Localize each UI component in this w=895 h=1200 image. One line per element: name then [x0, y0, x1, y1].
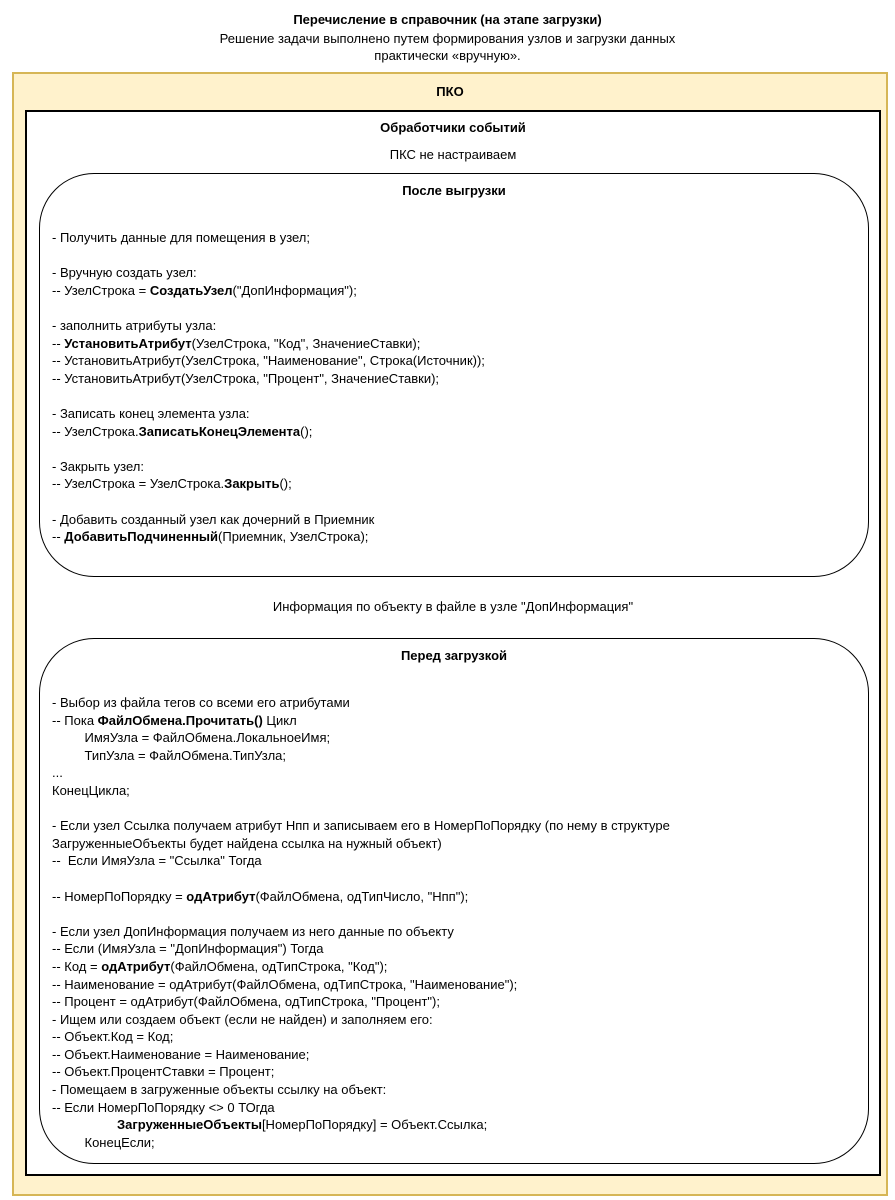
code-line [52, 1081, 670, 1099]
subtitle-line: практически «вручную». [374, 48, 521, 63]
code-keyword: ЗагруженныеОбъекты [117, 1117, 262, 1133]
code-text: - Добавить созданный узел как дочерний в Приемник [52, 511, 375, 527]
code-text: -- Код = [52, 958, 102, 974]
code-text: Цикл [262, 712, 297, 728]
code-line [52, 352, 485, 370]
code-line [52, 905, 670, 923]
code-text: - Ищем или создаем объект (если не найден) и заполняем его: [52, 1011, 433, 1027]
code-line [52, 511, 485, 529]
code-line [52, 694, 670, 712]
code-keyword: одАтрибут [101, 958, 171, 974]
code-text: -- Если (ИмяУзла = "ДопИнформация") Тогда [52, 941, 324, 957]
code-line [52, 764, 670, 782]
code-line [52, 888, 670, 906]
code-line [52, 528, 485, 546]
after-export-title: После выгрузки [402, 183, 506, 198]
code-line [52, 440, 485, 458]
code-line [52, 1046, 670, 1064]
code-line [52, 976, 670, 994]
code-text: -- УзелСтрока = [52, 282, 150, 298]
code-text: - Если узел ДопИнформация получаем из него данные по объекту [52, 923, 454, 939]
code-text: -- Объект.Код = Код; [52, 1029, 174, 1045]
code-line [52, 923, 670, 941]
code-line [52, 1063, 670, 1081]
before-import-code [52, 694, 670, 1151]
code-line [52, 870, 670, 888]
code-text: -- УстановитьАтрибут(УзелСтрока, "Наименование", Строка(Источник)); [52, 353, 485, 369]
code-text: КонецЕсли; [52, 1134, 155, 1150]
before-import-title: Перед загрузкой [400, 648, 508, 663]
code-line [52, 335, 485, 353]
code-line [52, 317, 485, 335]
code-keyword: ФайлОбмена.Прочитать() [97, 712, 263, 728]
code-text: -- Процент = одАтрибут(ФайлОбмена, одТипСтрока, "Процент"); [52, 994, 440, 1010]
code-line [52, 493, 485, 511]
code-text: -- Объект.ПроцентСтавки = Процент; [52, 1064, 275, 1080]
code-text: - Если узел Ссылка получаем атрибут Нпп и записываем его в НомерПоПорядку (по нему в структуре [52, 818, 670, 834]
pks-note: ПКС не настраиваем [389, 147, 517, 162]
code-line [52, 1134, 670, 1152]
code-line [52, 458, 485, 476]
code-keyword: ЗаписатьКонецЭлемента [138, 423, 301, 439]
code-text: -- [52, 335, 65, 351]
diagram-title: Перечисление в справочник (на этапе загрузки) [293, 12, 602, 27]
code-keyword: СоздатьУзел [149, 282, 233, 298]
code-line [52, 958, 670, 976]
code-line [52, 405, 485, 423]
code-line [52, 993, 670, 1011]
code-text: -- НомерПоПорядку = [52, 888, 187, 904]
code-text: (ФайлОбмена, одТипЧисло, "Нпп"); [255, 888, 469, 904]
info-note: Информация по объекту в файле в узле "ДопИнформация" [272, 599, 634, 614]
code-keyword: Закрыть [224, 476, 280, 492]
code-line [52, 264, 485, 282]
code-line [52, 800, 670, 818]
code-line [52, 475, 485, 493]
code-text: -- Если ИмяУзла = "Ссылка" Тогда [52, 853, 262, 869]
code-line [52, 747, 670, 765]
code-line [52, 940, 670, 958]
code-text: КонецЦикла; [52, 782, 130, 798]
code-text: ("ДопИнформация"); [232, 282, 357, 298]
before-import-block [39, 638, 869, 1164]
code-line [52, 1028, 670, 1046]
code-text: -- УзелСтрока. [52, 423, 139, 439]
code-keyword: УстановитьАтрибут [64, 335, 192, 351]
code-text: - Получить данные для помещения в узел; [52, 230, 311, 245]
code-text: ЗагруженныеОбъекты будет найдена ссылка на нужный объект) [52, 835, 442, 851]
code-text: -- УзелСтрока = УзелСтрока. [52, 476, 225, 492]
code-text: (Приемник, УзелСтрока); [218, 529, 369, 545]
code-text: ... [52, 765, 63, 781]
code-text: (УзелСтрока, "Код", ЗначениеСтавки); [191, 335, 421, 351]
code-line [52, 387, 485, 405]
event-handlers-container [25, 110, 881, 1176]
code-text: - Помещаем в загруженные объекты ссылку на объект: [52, 1082, 387, 1098]
after-export-block [39, 173, 869, 577]
code-line [52, 247, 485, 265]
code-text: ТипУзла = ФайлОбмена.ТипУзла; [52, 747, 287, 763]
pko-title: ПКО [436, 84, 464, 99]
code-line [52, 1011, 670, 1029]
code-text: -- УстановитьАтрибут(УзелСтрока, "Процент", ЗначениеСтавки); [52, 370, 440, 386]
diagram-subtitle [0, 30, 895, 64]
code-text: - Записать конец элемента узла: [52, 405, 250, 421]
after-export-code [52, 229, 485, 546]
code-line [52, 852, 670, 870]
code-text: - заполнить атрибуты узла: [52, 317, 217, 333]
code-text: -- Если НомерПоПорядку <> 0 ТОгда [52, 1099, 275, 1115]
subtitle-line: Решение задачи выполнено путем формирования узлов и загрузки данных [219, 31, 676, 46]
code-line [52, 229, 485, 247]
code-line [52, 282, 485, 300]
code-keyword: одАтрибут [186, 888, 256, 904]
code-text: -- Объект.Наименование = Наименование; [52, 1046, 310, 1062]
code-text [52, 1117, 117, 1132]
code-text: -- Пока [52, 712, 98, 728]
code-line [52, 1099, 670, 1117]
code-line [52, 835, 670, 853]
code-text: - Закрыть узел: [52, 458, 144, 474]
code-line [52, 299, 485, 317]
event-handlers-title: Обработчики событий [380, 120, 526, 135]
code-text: -- [52, 529, 65, 545]
code-text: -- Наименование = одАтрибут(ФайлОбмена, одТипСтрока, "Наименование"); [52, 976, 518, 992]
code-line [52, 817, 670, 835]
code-keyword: ДобавитьПодчиненный [64, 529, 219, 545]
code-text: [НомерПоПорядку] = Объект.Ссылка; [261, 1117, 488, 1133]
code-text: - Вручную создать узел: [52, 265, 197, 281]
code-line [52, 782, 670, 800]
code-line [52, 712, 670, 730]
code-line [52, 729, 670, 747]
code-text: (ФайлОбмена, одТипСтрока, "Код"); [170, 958, 388, 974]
code-line [52, 1116, 670, 1134]
code-line [52, 370, 485, 388]
code-text: (); [279, 476, 292, 492]
code-text: ИмяУзла = ФайлОбмена.ЛокальноеИмя; [52, 730, 331, 746]
code-text: - Выбор из файла тегов со всеми его атрибутами [52, 695, 350, 710]
code-line [52, 423, 485, 441]
code-text: (); [300, 423, 313, 439]
